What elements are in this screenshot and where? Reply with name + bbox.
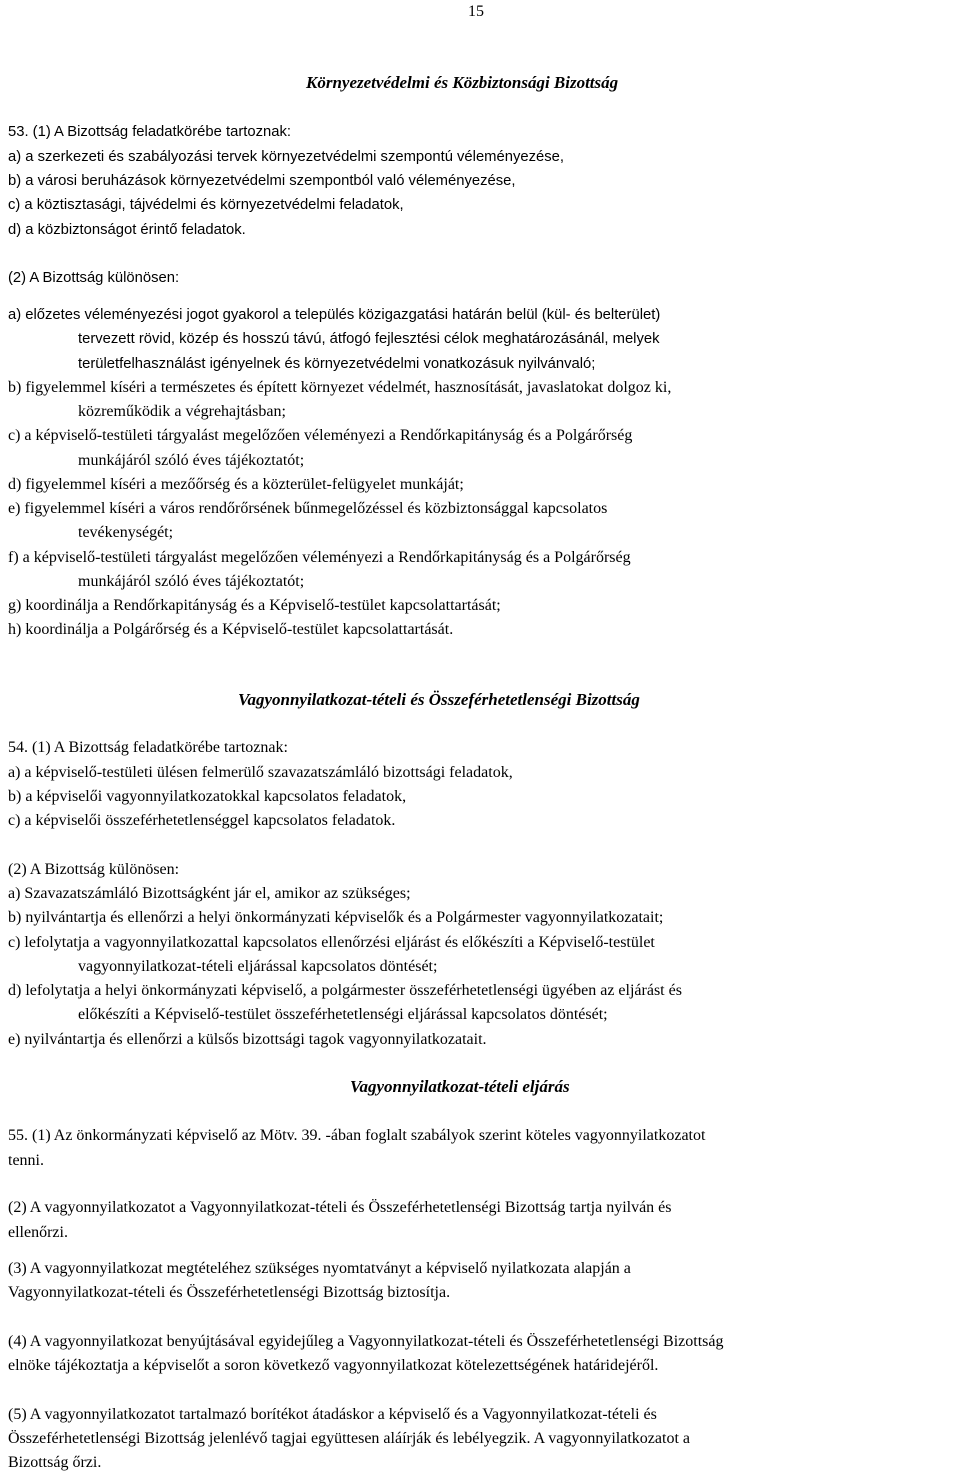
s54-para1-label: 54. (1) A Bizottság feladatkörébe tartoznak: — [8, 739, 288, 756]
s53-p2-c-line1: c) a képviselő-testületi tárgyalást megelőzően véleményezi a Rendőrkapitányság és a Polgárőrség — [8, 427, 633, 444]
s55-p4-line1: (4) A vagyonnyilatkozat benyújtásával egyidejűleg a Vagyonnyilatkozat-tételi és Összeférhetetlenségi Bizottság — [8, 1333, 724, 1350]
s53-item-d: d) a közbiztonságot érintő feladatok. — [8, 222, 246, 238]
s55-p1-line2: tenni. — [8, 1152, 44, 1169]
s53-p2-h-line1: h) koordinálja a Polgárőrség és a Képviselő-testület kapcsolattartását. — [8, 621, 454, 638]
s54-para2-label: (2) A Bizottság különösen: — [8, 861, 180, 878]
s54-p2-c-line2: vagyonnyilatkozat-tételi eljárással kapcsolatos döntését; — [78, 958, 438, 975]
s53-p2-e-line2: tevékenységét; — [78, 524, 174, 541]
s54-p2-d-line2: előkészíti a Képviselő-testület összeférhetetlenségi eljárással kapcsolatos döntését; — [78, 1006, 608, 1023]
s53-p2-e-line1: e) figyelemmel kíséri a város rendőrőrsének bűnmegelőzéssel és közbiztonsággal kapcsolatos — [8, 500, 608, 517]
s53-p2-f-line2: munkájáról szóló éves tájékoztatót; — [78, 573, 305, 590]
s54-p2-b-line1: b) nyilvántartja és ellenőrzi a helyi önkormányzati képviselők és a Polgármester vagyonnyilatkozatait; — [8, 909, 664, 926]
s53-p2-c-line2: munkájáról szóló éves tájékoztatót; — [78, 452, 305, 469]
s55-p5-line1: (5) A vagyonnyilatkozatot tartalmazó borítékot átadáskor a képviselő és a Vagyonnyilatkozat-tételi és — [8, 1406, 657, 1423]
s54-item-b: b) a képviselői vagyonnyilatkozatokkal kapcsolatos feladatok, — [8, 788, 407, 805]
s53-p2-g-line1: g) koordinálja a Rendőrkapitányság és a Képviselő-testület kapcsolattartását; — [8, 597, 501, 614]
s53-item-b: b) a városi beruházások környezetvédelmi szempontból való véleményezése, — [8, 173, 516, 189]
s55-p3-line1: (3) A vagyonnyilatkozat megtételéhez szükséges nyomtatványt a képviselő nyilatkozata alapján a — [8, 1260, 631, 1277]
s54-item-c: c) a képviselői összeférhetetlenséggel kapcsolatos feladatok. — [8, 812, 396, 829]
section-title-55: Vagyonnyilatkozat-tételi eljárás — [350, 1077, 570, 1096]
page-number: 15 — [468, 3, 484, 20]
s53-item-c: c) a köztisztasági, tájvédelmi és környezetvédelmi feladatok, — [8, 197, 404, 213]
s53-para1-label: 53. (1) A Bizottság feladatkörébe tartoznak: — [8, 124, 291, 140]
s55-p2-line1: (2) A vagyonnyilatkozatot a Vagyonnyilatkozat-tételi és Összeférhetetlenségi Bizottság tartja nyilván és — [8, 1199, 672, 1216]
s53-p2-a-line2: tervezett rövid, közép és hosszú távú, átfogó fejlesztési célok meghatározásánál, melyek — [78, 331, 660, 347]
s54-p2-e-line1: e) nyilvántartja és ellenőrzi a külsős bizottsági tagok vagyonnyilatkozatait. — [8, 1031, 487, 1048]
section-title-53: Környezetvédelmi és Közbiztonsági Bizottság — [306, 73, 619, 92]
s54-item-a: a) a képviselő-testületi ülésen felmerülő szavazatszámláló bizottsági feladatok, — [8, 764, 513, 781]
s53-p2-d-line1: d) figyelemmel kíséri a mezőőrség és a közterület-felügyelet munkáját; — [8, 476, 464, 493]
s53-para2-label: (2) A Bizottság különösen: — [8, 270, 180, 286]
s55-p4-line2: elnöke tájékoztatja a képviselőt a soron következő vagyonnyilatkozat kötelezettségének határidejéről. — [8, 1357, 659, 1374]
s54-p2-c-line1: c) lefolytatja a vagyonnyilatkozattal kapcsolatos ellenőrzési eljárást és előkészíti a Képviselő-testület — [8, 934, 655, 951]
s55-p2-line2: ellenőrzi. — [8, 1224, 68, 1241]
s55-p5-line3: Bizottság őrzi. — [8, 1454, 102, 1471]
s54-p2-d-line1: d) lefolytatja a helyi önkormányzati képviselő, a polgármester összeférhetetlenségi ügyében az eljárást és — [8, 982, 682, 999]
section-title-54: Vagyonnyilatkozat-tételi és Összeférhetetlenségi Bizottság — [238, 690, 640, 709]
s53-p2-f-line1: f) a képviselő-testületi tárgyalást megelőzően véleményezi a Rendőrkapitányság és a Polgárőrség — [8, 549, 631, 566]
s53-item-a: a) a szerkezeti és szabályozási tervek környezetvédelmi szempontú véleményezése, — [8, 149, 564, 165]
s53-p2-a-line3: területfelhasználást igényelnek és környezetvédelmi vonatkozásuk nyilvánvaló; — [78, 356, 596, 372]
s53-p2-b-line1: b) figyelemmel kíséri a természetes és épített környezet védelmét, hasznosítását, javaslatokat dolgoz ki, — [8, 379, 672, 396]
s54-p2-a-line1: a) Szavazatszámláló Bizottságként jár el, amikor az szükséges; — [8, 885, 411, 902]
s53-p2-a-line1: a) előzetes véleményezési jogot gyakorol a település közigazgatási határán belül (kül- és belterület) — [8, 307, 661, 323]
s55-p3-line2: Vagyonnyilatkozat-tételi és Összeférhetetlenségi Bizottság biztosítja. — [8, 1284, 451, 1301]
s53-p2-b-line2: közreműködik a végrehajtásban; — [78, 403, 286, 420]
s55-p1-line1: 55. (1) Az önkormányzati képviselő az Mötv. 39. -ában foglalt szabályok szerint köteles vagyonnyilatkozatot — [8, 1127, 706, 1144]
s55-p5-line2: Összeférhetetlenségi Bizottság jelenlévő tagjai együttesen aláírják és lebélyegzik. A vagyonnyilatkozatot a — [8, 1430, 690, 1447]
